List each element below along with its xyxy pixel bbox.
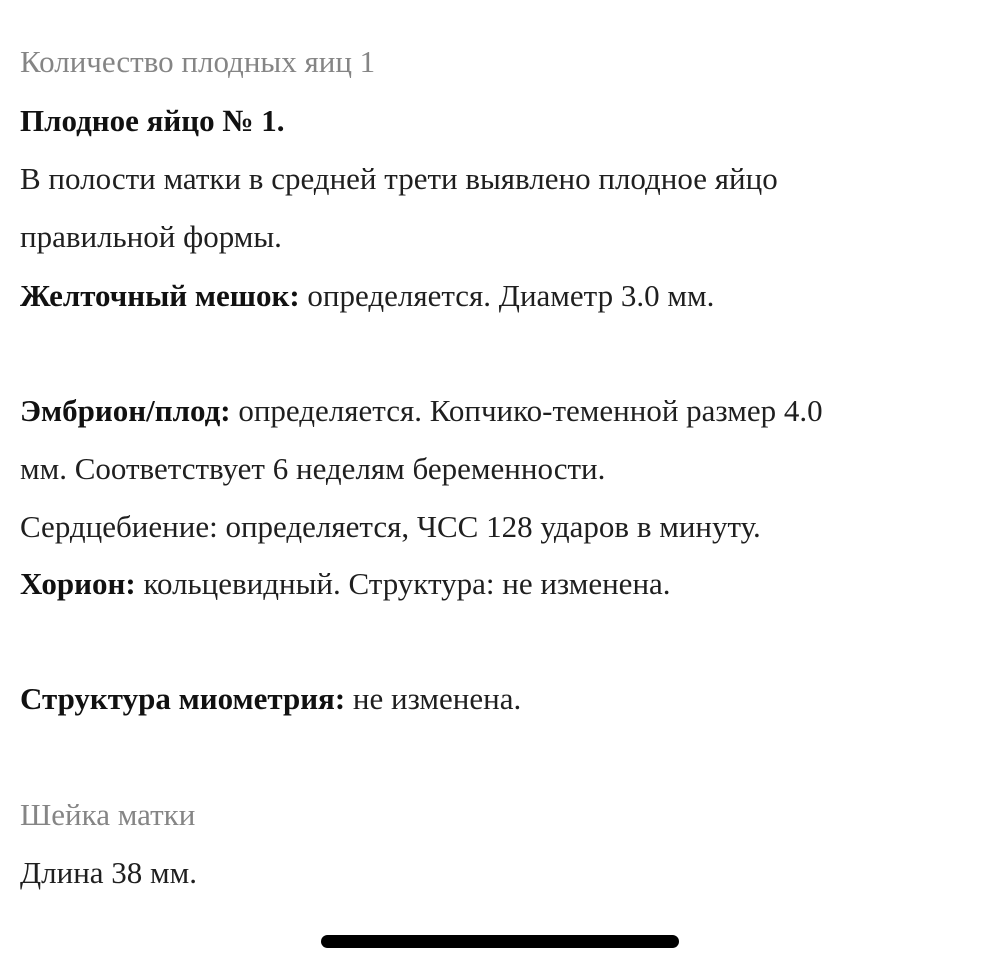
embryo-row xyxy=(20,391,823,431)
embryo-count: Количество плодных яиц 1 xyxy=(20,44,376,79)
myometrium-row xyxy=(20,679,521,719)
chorion-label: Хорион: xyxy=(20,566,136,601)
heartbeat: Сердцебиение: определяется, ЧСС 128 ударов в минуту. xyxy=(20,509,761,544)
gestational-sac-heading: Плодное яйцо № 1. xyxy=(20,103,285,138)
embryo-label: Эмбрион/плод: xyxy=(20,393,231,428)
gestational-sac-description-line2: правильной формы. xyxy=(20,219,282,254)
myometrium-value: не изменена. xyxy=(345,681,522,716)
cervix-heading: Шейка матки xyxy=(20,797,196,832)
yolk-sac-row xyxy=(20,276,714,316)
chorion-row xyxy=(20,564,671,604)
chorion-value: кольцевидный. Структура: не изменена. xyxy=(135,566,671,601)
embryo-value-line2: мм. Соответствует 6 неделям беременности. xyxy=(20,451,606,486)
embryo-value-line1: определяется. Копчико-теменной размер 4.0 xyxy=(230,393,823,428)
yolk-sac-value: определяется. Диаметр 3.0 мм. xyxy=(299,278,715,313)
gestational-sac-description-line1: В полости матки в средней трети выявлено плодное яйцо xyxy=(20,161,778,196)
myometrium-label: Структура миометрия: xyxy=(20,681,346,716)
home-indicator[interactable] xyxy=(321,935,679,948)
cervix-length: Длина 38 мм. xyxy=(20,855,198,890)
yolk-sac-label: Желточный мешок: xyxy=(20,278,300,313)
